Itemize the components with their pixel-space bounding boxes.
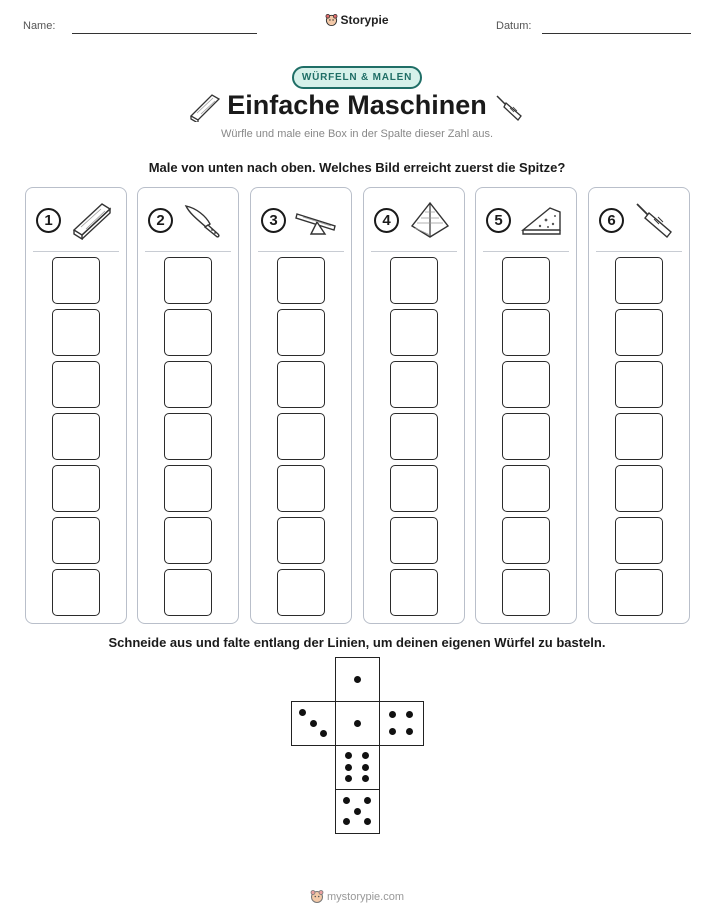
color-box[interactable] bbox=[615, 361, 663, 408]
color-box[interactable] bbox=[277, 465, 325, 512]
name-label: Name: bbox=[23, 20, 56, 32]
color-box[interactable] bbox=[52, 309, 100, 356]
column-divider bbox=[33, 251, 119, 252]
game-instruction: Male von unten nach oben. Welches Bild erreicht zuerst die Spitze? bbox=[148, 160, 566, 175]
color-box[interactable] bbox=[52, 517, 100, 564]
column-divider bbox=[483, 251, 569, 252]
column-divider bbox=[258, 251, 344, 252]
column-4 bbox=[363, 187, 465, 624]
color-box[interactable] bbox=[277, 257, 325, 304]
die-pip bbox=[345, 775, 352, 782]
die-pip bbox=[343, 797, 350, 804]
color-box[interactable] bbox=[390, 257, 438, 304]
pyramid-icon bbox=[408, 200, 452, 240]
color-box[interactable] bbox=[52, 569, 100, 616]
screwdriver-icon bbox=[633, 200, 677, 240]
die-face-1 bbox=[335, 701, 380, 746]
color-box[interactable] bbox=[615, 517, 663, 564]
die-pip bbox=[364, 818, 371, 825]
die-face-6 bbox=[335, 745, 380, 790]
page-title: Einfache Maschinen bbox=[227, 90, 487, 120]
color-box[interactable] bbox=[502, 517, 550, 564]
die-pip bbox=[389, 711, 396, 718]
storypie-logo-icon bbox=[325, 13, 338, 26]
color-box[interactable] bbox=[277, 361, 325, 408]
die-pip bbox=[362, 752, 369, 759]
color-box[interactable] bbox=[390, 309, 438, 356]
color-box[interactable] bbox=[615, 413, 663, 460]
wedge-icon bbox=[520, 200, 564, 240]
color-box[interactable] bbox=[615, 465, 663, 512]
column-number: 3 bbox=[261, 208, 286, 233]
footer bbox=[0, 889, 714, 903]
date-label: Datum: bbox=[496, 20, 532, 32]
color-box[interactable] bbox=[164, 413, 212, 460]
color-box[interactable] bbox=[502, 569, 550, 616]
color-box[interactable] bbox=[390, 517, 438, 564]
color-box[interactable] bbox=[502, 361, 550, 408]
color-box[interactable] bbox=[390, 413, 438, 460]
column-divider bbox=[371, 251, 457, 252]
die-pip bbox=[354, 808, 361, 815]
column-number: 1 bbox=[36, 208, 61, 233]
color-box[interactable] bbox=[615, 569, 663, 616]
column-divider bbox=[596, 251, 682, 252]
column-divider bbox=[145, 251, 231, 252]
color-box[interactable] bbox=[502, 413, 550, 460]
color-box[interactable] bbox=[164, 465, 212, 512]
color-box[interactable] bbox=[615, 257, 663, 304]
color-box[interactable] bbox=[164, 309, 212, 356]
die-pip bbox=[354, 720, 361, 727]
plank-icon bbox=[70, 200, 114, 240]
column-1 bbox=[25, 187, 127, 624]
column-number: 5 bbox=[486, 208, 511, 233]
color-box[interactable] bbox=[502, 465, 550, 512]
die-face-1 bbox=[335, 657, 380, 702]
column-3 bbox=[250, 187, 352, 624]
page-subtitle: Würfle und male eine Box in der Spalte dieser Zahl aus. bbox=[220, 128, 494, 140]
lever-icon bbox=[295, 200, 339, 240]
die-face-5 bbox=[335, 789, 380, 834]
knife-icon bbox=[182, 200, 226, 240]
screwdriver-icon bbox=[493, 92, 525, 122]
die-pip bbox=[345, 752, 352, 759]
column-number: 2 bbox=[148, 208, 173, 233]
die-pip bbox=[389, 728, 396, 735]
die-pip bbox=[364, 797, 371, 804]
color-box[interactable] bbox=[615, 309, 663, 356]
die-face-3 bbox=[291, 701, 336, 746]
color-box[interactable] bbox=[164, 517, 212, 564]
activity-badge: WÜRFELN & MALEN bbox=[292, 66, 422, 89]
color-box[interactable] bbox=[52, 465, 100, 512]
storypie-logo-icon bbox=[310, 889, 324, 903]
column-number: 6 bbox=[599, 208, 624, 233]
color-box[interactable] bbox=[277, 517, 325, 564]
color-box[interactable] bbox=[277, 413, 325, 460]
die-pip bbox=[299, 709, 306, 716]
color-box[interactable] bbox=[164, 569, 212, 616]
color-box[interactable] bbox=[277, 569, 325, 616]
die-pip bbox=[343, 818, 350, 825]
die-pip bbox=[406, 728, 413, 735]
color-box[interactable] bbox=[390, 361, 438, 408]
column-5 bbox=[475, 187, 577, 624]
date-line[interactable] bbox=[542, 33, 691, 34]
die-pip bbox=[310, 720, 317, 727]
brand-name: Storypie bbox=[340, 13, 389, 27]
footer-url: mystorypie.com bbox=[326, 891, 405, 903]
column-6 bbox=[588, 187, 690, 624]
color-box[interactable] bbox=[52, 361, 100, 408]
color-box[interactable] bbox=[390, 465, 438, 512]
color-box[interactable] bbox=[164, 361, 212, 408]
die-pip bbox=[345, 764, 352, 771]
name-line[interactable] bbox=[72, 33, 257, 34]
die-pip bbox=[362, 764, 369, 771]
color-box[interactable] bbox=[164, 257, 212, 304]
color-box[interactable] bbox=[390, 569, 438, 616]
brand-logo bbox=[0, 13, 714, 27]
die-pip bbox=[406, 711, 413, 718]
die-face-4 bbox=[379, 701, 424, 746]
cut-instruction: Schneide aus und falte entlang der Linien, um deinen eigenen Würfel zu basteln. bbox=[108, 635, 606, 650]
color-box[interactable] bbox=[52, 413, 100, 460]
color-box[interactable] bbox=[502, 309, 550, 356]
die-pip bbox=[354, 676, 361, 683]
column-2 bbox=[137, 187, 239, 624]
die-pip bbox=[320, 730, 327, 737]
color-box[interactable] bbox=[277, 309, 325, 356]
color-box[interactable] bbox=[502, 257, 550, 304]
column-number: 4 bbox=[374, 208, 399, 233]
die-pip bbox=[362, 775, 369, 782]
color-box[interactable] bbox=[52, 257, 100, 304]
